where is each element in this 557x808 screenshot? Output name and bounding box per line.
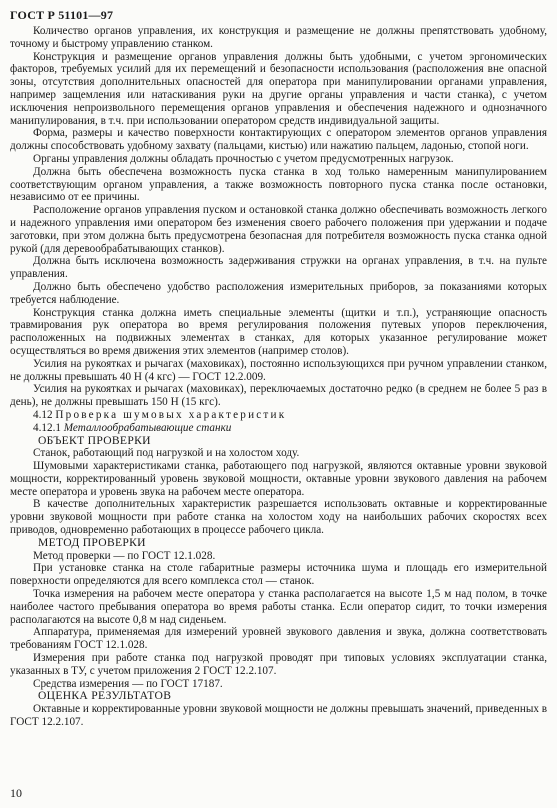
paragraph: Метод проверки — по ГОСТ 12.1.028. [33, 549, 216, 562]
section-number: 4.12.1 [33, 421, 61, 434]
paragraph: Шумовыми характеристиками станка, работающего под нагрузкой, являются октавные уровни звуковой мощности, корректированный уровень звуковой мощности, октавные уровни звукового давления на рабочем месте оператора и уровень звука на рабочем месте оператора. [10, 460, 547, 498]
section-title: Проверка шумовых характеристик [55, 408, 287, 421]
paragraph: Средства измерения — по ГОСТ 17187. [33, 677, 223, 690]
paragraph: Конструкция и размещение органов управления должны быть удобными, с учетом эргономических факторов, требуемых усилий для их перемещений и безопасности использования (расположения вне опасной зоны, отсутствия дополнительных опасностей для оператора при манипулировании органами управления, например защемления или натаскивания руки на другие органы управления и части станка), с учетом исключения непроизвольного перемещения органов управления и обеспечения надежного и однозначного манипулирования, в т.ч. при использовании оператором средств индивидуальной защиты. [10, 50, 547, 127]
paragraph: Органы управления должны обладать прочностью с учетом предусмотренных нагрузок. [33, 152, 454, 165]
paragraph: Октавные и корректированные уровни звуковой мощности не должны превышать значений, приведенных в ГОСТ 12.2.107. [10, 703, 548, 729]
page-number: 10 [10, 786, 22, 800]
paragraph: Расположение органов управления пуском и остановкой станка должно обеспечивать возможность легкого и надежного управления ими оператором без изменения своего рабочего положения при удержании и подаче заготовки, при этом должна быть предусмотрена безопасная для потребителя возможность пуска станка одной рукой (для деревообрабатывающих станков). [10, 204, 547, 255]
section-title: Металлообрабатывающие станки [63, 421, 232, 434]
paragraph: При установке станка на столе габаритные размеры источника шума и площадь его измерительной поверхности определяются для всего комплекса стол — станок. [10, 562, 547, 588]
object-heading: ОБЪЕКТ ПРОВЕРКИ [38, 433, 151, 447]
paragraph: Количество органов управления, их конструкция и размещение не должны препятствовать удобному, точному и быстрому управлению станком. [10, 25, 547, 50]
paragraph: Станок, работающий под нагрузкой и на холостом ходу. [33, 447, 300, 460]
results-heading: ОЦЕНКА РЕЗУЛЬТАТОВ [38, 689, 172, 703]
paragraph: Точка измерения на рабочем месте оператора у станка располагается на высоте 1,5 м над полом, в точке наиболее частого пребывания оператора во время работы станка. Если оператор сидит, то точки измерения располагаются на высоте 0,8 м над сиденьем. [10, 588, 547, 626]
paragraph: Усилия на рукоятках и рычагах (маховиках), переключаемых достаточно редко (в среднем не более 5 раз в день), не должны превышать 150 Н (15 кгс). [10, 383, 547, 409]
section-heading-4-12 [10, 409, 547, 422]
paragraph: Аппаратура, применяемая для измерений уровней звукового давления и звука, должна соответствовать требованиям ГОСТ 12.1.028. [10, 626, 547, 652]
paragraph: Форма, размеры и качество поверхности контактирующих с оператором элементов органов управления должны способствовать удобному захвату (пальцами, кистью) или нажатию пальцем, ладонью, стопой ноги. [10, 127, 547, 153]
section-heading-4-12-1 [10, 422, 547, 435]
method-heading: МЕТОД ПРОВЕРКИ [38, 535, 146, 549]
standard-header: ГОСТ Р 51101—97 [10, 8, 114, 22]
paragraph: Усилия на рукоятках и рычагах (маховиках), постоянно использующихся при ручном управлении станком, не должны превышать 40 Н (4 кгс) — ГОСТ 12.2.009. [10, 357, 547, 383]
paragraph: В качестве дополнительных характеристик разрешается использовать октавные и корректированные уровни звуковой мощности при работе станка на холостом ходу на наибольших рабочих скоростях всех приводов, одновременно работающих в процессе рабочего цикла. [10, 498, 547, 537]
paragraph: Должна быть обеспечена возможность пуска станка в ход только намеренным манипулированием соответствующим органом управления, а также возможность повторного пуска станка после остановки, независимо от ее причины. [10, 165, 547, 204]
document-body [10, 25, 547, 729]
paragraph: Конструкция станка должна иметь специальные элементы (щитки и т.п.), устраняющие опасность травмирования рук оператора во время регулирования положения путевых упоров переключения, расположенных на подвижных элементах в станках, для которых указанное регулирование может осуществляться во время движения этих элементов (например столов). [10, 306, 547, 357]
paragraph: Должно быть обеспечено удобство расположения измерительных приборов, за показаниями которых требуется наблюдение. [10, 280, 547, 306]
paragraph: Измерения при работе станка под нагрузкой проводят при типовых условиях эксплуатации станка, указанных в ТУ, с учетом приложения 2 ГОСТ 12.2.107. [10, 652, 547, 677]
section-number: 4.12 [33, 408, 53, 421]
paragraph: Должна быть исключена возможность задерживания стружки на органах управления, в т.ч. на пульте управления. [10, 255, 547, 281]
